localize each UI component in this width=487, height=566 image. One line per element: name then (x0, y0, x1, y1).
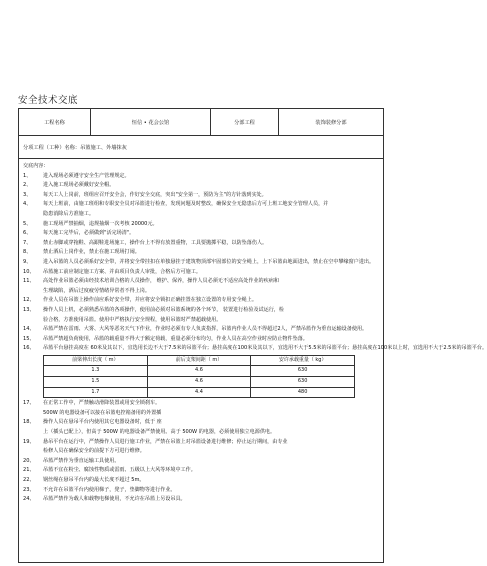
item-number: 15、 (23, 335, 35, 342)
list-item (23, 210, 379, 220)
item-number: 1、 (23, 172, 32, 179)
list-item (23, 306, 379, 316)
item-number: 7、 (23, 239, 32, 246)
item-number: 2、 (23, 182, 32, 189)
list-item (23, 495, 379, 505)
item-number: 4、 (23, 201, 32, 208)
item-number (23, 210, 43, 220)
table-header: 安许承载重量（ kg） (251, 355, 355, 366)
item-number (23, 316, 43, 326)
table-cell: 4.6 (147, 377, 251, 388)
item-text: 禁止赤脚或穿拖鞋、高跟鞋进场施工，操作台上不得有放置重物，工具要抛掷平稳，以防坠落伤人。 (43, 239, 268, 246)
table-cell: 4.4 (147, 387, 251, 398)
list-item (23, 418, 379, 428)
item-text: 作业人员在吊篮上操作前应系好安全带，并应将安全锁扣正确挂置在独立设置的专用安全绳上。 (43, 297, 257, 304)
table-header: 前梁伸出长度（ m） (44, 355, 148, 366)
item-text: 不允许在吊篮平台内使用梯子，凳子，垫脚物等进行作业。 (43, 486, 176, 493)
item-text: 吊篮严禁在雷雨、大雾、大风等恶劣天气下作业，作业时必须有专人负责指挥，吊篮内作业人员不得超过2人，严禁吊篮作为垂直运输设备使用。 (43, 326, 368, 333)
list-item (23, 344, 487, 354)
item-text: 隐患消除后方准施工。 (43, 210, 94, 217)
item-number: 6、 (23, 230, 32, 237)
safety-briefing-sheet (18, 108, 487, 563)
item-text: 每天工人上岗前，班组应召开安全会，作好安全交底，突出"安全第一，预防为主"的方针落到实处。 (43, 191, 267, 198)
item-text: 吊篮平台悬挂高度在 60米及其以下，宜选用长边不大于7.5米的吊篮平台；悬挂高度在100米及其以下，宜选用不大于5.5米的吊篮平台；悬挂高度在100米以上时，宜选用不大于2.5米的吊篮平台。 (43, 345, 487, 352)
item-text: 每天上班前，由施工班组和专职安全员对吊篮进行检查，发现问题及时整改，确保安全无隐患后方可上班工地安全管理人员，并 (43, 201, 329, 208)
table-cell: 1.3 (44, 366, 148, 377)
list-item (23, 409, 379, 419)
table-row (44, 377, 355, 388)
item-text: 500W 的电器设备可以接在吊篮电控箱备用的外置插 (43, 409, 162, 416)
item-text: 吊篮严禁作为载人和载物电梯使用，不允许在吊篮上另设吊具。 (43, 496, 186, 503)
list-item (23, 476, 379, 486)
item-number: 8、 (23, 249, 32, 256)
item-text: 每天施工完毕后，必须做到"活完场清"。 (43, 230, 135, 237)
list-item (23, 258, 379, 268)
header-row (19, 109, 383, 136)
table-cell: 1.7 (44, 387, 148, 398)
item-text: 检修人员在确保安全的前提下方可进行维修。 (43, 448, 145, 455)
table-row (44, 387, 355, 398)
item-text: 钢丝绳在悬吊平台内的最大长度不超过 5m。 (43, 477, 145, 483)
list-item (23, 466, 379, 476)
item-text: 进入施工现场必须戴好安全帽。 (43, 182, 115, 189)
item-text: 吊篮严禁超负荷使用，吊篮的载重量不得大于额定荷载，重量必须分布均匀，作业人员在高空作业时应防止物件坠落。 (43, 335, 308, 342)
item-number: 3、 (23, 191, 32, 198)
item-text: 生理缺陷，酒后过度疲劳情绪异常者不得上岗。 (43, 287, 150, 294)
table-cell: 4.6 (147, 366, 251, 377)
item-number: 24、 (23, 496, 35, 503)
item-number (23, 447, 43, 457)
table-cell: 1.5 (44, 377, 148, 388)
list-item (23, 428, 379, 438)
table-cell: 480 (251, 387, 355, 398)
item-text: 操作人员上机，必须熟悉吊篮的各项操作，使用前必须对吊篮系统的各个环节， 装置进行检验及试运行，检 (43, 306, 285, 313)
item-number: 13、 (23, 306, 35, 313)
item-number: 18、 (23, 419, 35, 426)
table-row (44, 366, 355, 377)
item-number: 10、 (23, 268, 35, 275)
item-number: 16、 (23, 345, 35, 352)
item-number: 20、 (23, 457, 35, 464)
sub-project-value: 装饰装修分部 (315, 119, 347, 126)
item-text: 在正常工作中，严禁触动滑降装置或用安全锁刹车。 (43, 400, 161, 407)
item-number (23, 428, 43, 438)
item-text: 进入现场必须遵守安全生产管理规定。 (43, 172, 130, 179)
list-item (23, 447, 379, 457)
item-number: 5、 (23, 220, 32, 227)
item-number: 9、 (23, 258, 32, 265)
item-text: 进入吊篮的人员必须系好安全带，并将安全带挂扣在单独悬挂于建筑物顶部牢固部位的安全绳上，上下吊篮由地面进出，禁止在空中攀缘窗户进出。 (43, 258, 375, 265)
sub-project-label: 分部工程 (211, 109, 279, 135)
list-item (23, 277, 379, 287)
list-item (23, 220, 379, 230)
item-text: 吊篮严禁作为垂直运输工具使用。 (43, 457, 120, 464)
list-item (23, 486, 379, 496)
item-number: 17、 (23, 400, 35, 407)
table-cell: 630 (251, 377, 355, 388)
item-number: 22、 (23, 477, 35, 483)
content-label: 交底内容： (23, 163, 49, 169)
table-header: 前后支架间距（ m） (147, 355, 251, 366)
list-item (23, 438, 379, 448)
page-title: 安全技术交底 (18, 95, 79, 106)
item-text: 操作人员在悬吊平台内使用其它电器设备时，低于 座 (43, 419, 162, 426)
list-item (23, 181, 379, 191)
list-item (23, 172, 379, 182)
item-number: 11、 (23, 278, 35, 285)
project-name-label: 工程名称 (19, 109, 91, 135)
briefing-content (19, 159, 487, 505)
item-text: 吊篮施工前应制定施工方案、并由项目负责人审批，合格后方可施工。 (43, 268, 201, 275)
item-text: 吊篮不宜在粉尘、腐蚀性物质或雷雨、五级以上大风等环境中工作。 (43, 467, 196, 474)
list-item (23, 457, 379, 467)
item-text: 施工现场严禁抽烟，违规抽烟一次考核 20000元。 (43, 220, 158, 227)
item-number: 23、 (23, 486, 35, 493)
list-item (23, 296, 379, 306)
item-number: 12、 (23, 297, 35, 304)
list-item (23, 316, 379, 326)
item-number: 19、 (23, 438, 35, 445)
load-table (43, 355, 355, 398)
list-item (23, 335, 379, 345)
item-text: 验合格，方准使用吊篮。使用中严格执行安全规程，使用吊篮时严禁超载使用。 (43, 316, 222, 323)
list-item (23, 325, 379, 335)
list-item (23, 229, 379, 239)
list-item (23, 191, 379, 201)
list-item (23, 200, 379, 210)
table-cell: 630 (251, 366, 355, 377)
item-text: 高处作业吊篮必须由经技术培训合格的人员操作， 维护、保养，操作人员必须无不适应高处作业的疾病和 (43, 278, 279, 285)
list-item (23, 399, 379, 409)
item-text: 禁止酒后上岗作业，禁止在施工现场打闹。 (43, 249, 140, 256)
item-number (23, 409, 43, 419)
list-item (23, 248, 379, 258)
list-item (23, 268, 379, 278)
item-text: 悬吊平台在运行中，严禁操作人员进行施工作业，严禁在吊篮上对吊篮设备进行维修；停止运行期间，由专业 (43, 438, 288, 445)
list-item (23, 239, 379, 249)
item-number: 21、 (23, 467, 35, 474)
item-text: 上（插头已配上），但高于 500W 的电器设备严禁使用。高于 500W 的电器，必须使用独立电源供电。 (43, 429, 276, 436)
sub-item-row: 分项工程（工种）名称：吊篮施工、外墙抹灰 (19, 136, 383, 159)
item-number: 14、 (23, 326, 35, 333)
project-name-value: 恒信 • 花会公馆 (91, 109, 211, 135)
list-item (23, 287, 379, 297)
item-number (23, 287, 43, 297)
